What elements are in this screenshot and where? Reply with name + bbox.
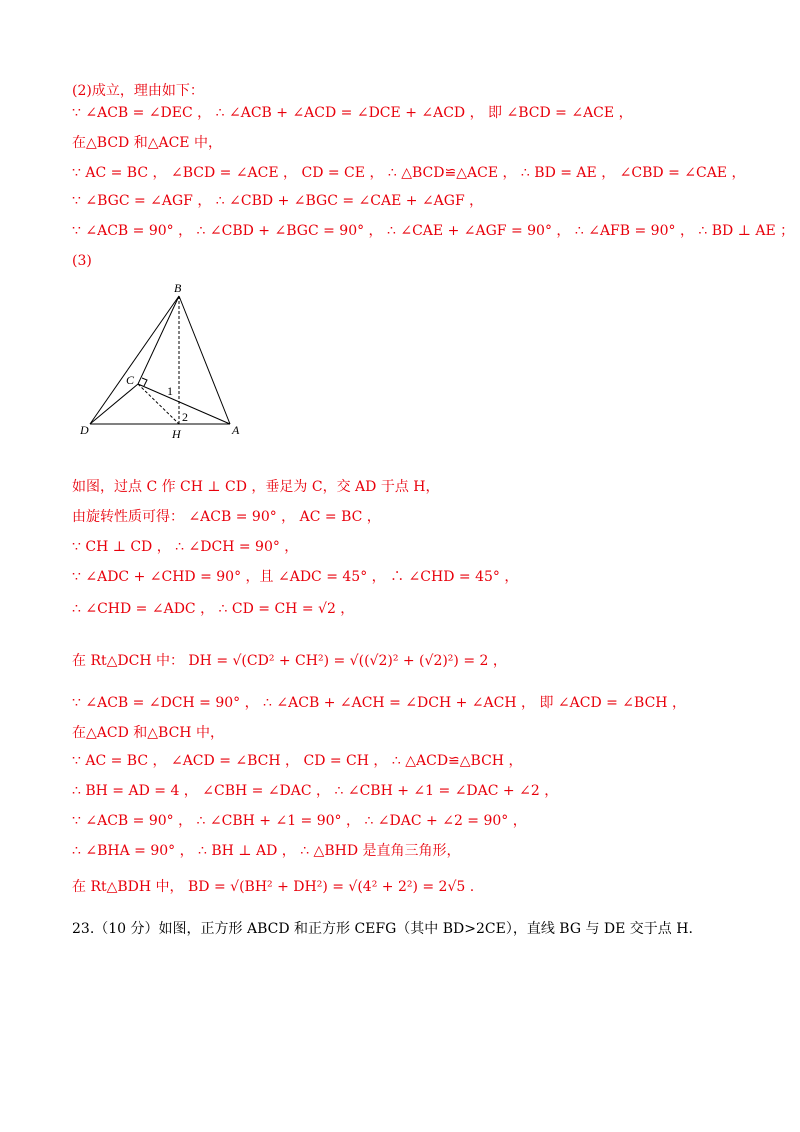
right-angle-mark	[142, 378, 147, 386]
geometry-figure	[80, 278, 250, 448]
proof-line: ∵ ∠ACB = 90° ， ∴ ∠CBD + ∠BGC = 90° ， ∴ ∠CAE + ∠AGF = 90° ， ∴ ∠AFB = 90° ， ∴ BD ⊥ AE ；	[72, 223, 795, 239]
proof-line: ∵ ∠ACB = 90° ， ∴ ∠CBH + ∠1 = 90° ， ∴ ∠DAC + ∠2 = 90° ，	[72, 813, 527, 829]
segment-BD	[90, 296, 179, 424]
label-angle-2: 2	[182, 410, 188, 424]
part3-heading: (3)	[72, 253, 92, 269]
proof-line: ∴ BH = AD = 4 ， ∠CBH = ∠DAC ， ∴ ∠CBH + ∠1 = ∠DAC + ∠2 ，	[72, 783, 559, 799]
label-A: A	[232, 423, 240, 437]
label-D: D	[80, 423, 89, 437]
problem-23-statement: 23.（10 分）如图，正方形 ABCD 和正方形 CEFG（其中 BD>2CE），直线 BG 与 DE 交于点 H.	[72, 921, 693, 937]
proof-line: 在△BCD 和△ACE 中，	[72, 135, 222, 151]
proof-line: ∵ ∠ACB = ∠DEC ， ∴ ∠ACB + ∠ACD = ∠DCE + ∠ACD ， 即 ∠BCD = ∠ACE ，	[72, 105, 633, 121]
proof-line: 如图，过点 C 作 CH ⊥ CD ，垂足为 C，交 AD 于点 H，	[72, 479, 440, 495]
proof-line: 在 Rt△DCH 中： DH = √(CD² + CH²) = √((√2)² + (√2)²) = 2 ，	[72, 653, 507, 669]
proof-line: ∴ ∠BHA = 90° ， ∴ BH ⊥ AD ， ∴ △BHD 是直角三角形，	[72, 843, 461, 859]
proof-line: ∵ AC = BC ， ∠ACD = ∠BCH ， CD = CH ， ∴ △ACD≌△BCH ，	[72, 753, 523, 769]
proof-line: 在 Rt△BDH 中， BD = √(BH² + DH²) = √(4² + 2²) = 2√5 .	[72, 879, 475, 895]
proof-line: ∵ CH ⊥ CD ， ∴ ∠DCH = 90° ，	[72, 539, 299, 555]
label-B: B	[174, 281, 182, 295]
label-H: H	[172, 427, 181, 441]
proof-line: ∵ AC = BC ， ∠BCD = ∠ACE ， CD = CE ， ∴ △BCD≌△ACE ， ∴ BD = AE ， ∠CBD = ∠CAE ，	[72, 165, 746, 181]
label-C: C	[126, 373, 135, 387]
label-angle-1: 1	[167, 384, 173, 398]
segment-BC	[138, 296, 179, 384]
proof-line: ∵ ∠ACB = ∠DCH = 90° ， ∴ ∠ACB + ∠ACH = ∠DCH + ∠ACH ， 即 ∠ACD = ∠BCH ，	[72, 695, 686, 711]
proof-line: 由旋转性质可得： ∠ACB = 90° ， AC = BC ，	[72, 509, 381, 525]
proof-line: 在△ACD 和△BCH 中，	[72, 725, 224, 741]
proof-line: ∵ ∠BGC = ∠AGF ， ∴ ∠CBD + ∠BGC = ∠CAE + ∠AGF ，	[72, 193, 484, 209]
proof-line: ∴ ∠CHD = ∠ADC ， ∴ CD = CH = √2 ，	[72, 601, 355, 617]
part2-heading: (2)成立，理由如下：	[72, 83, 204, 99]
proof-line: ∵ ∠ADC + ∠CHD = 90° ，且 ∠ADC = 45° ， ∴ ∠CHD = 45° ，	[72, 569, 519, 585]
